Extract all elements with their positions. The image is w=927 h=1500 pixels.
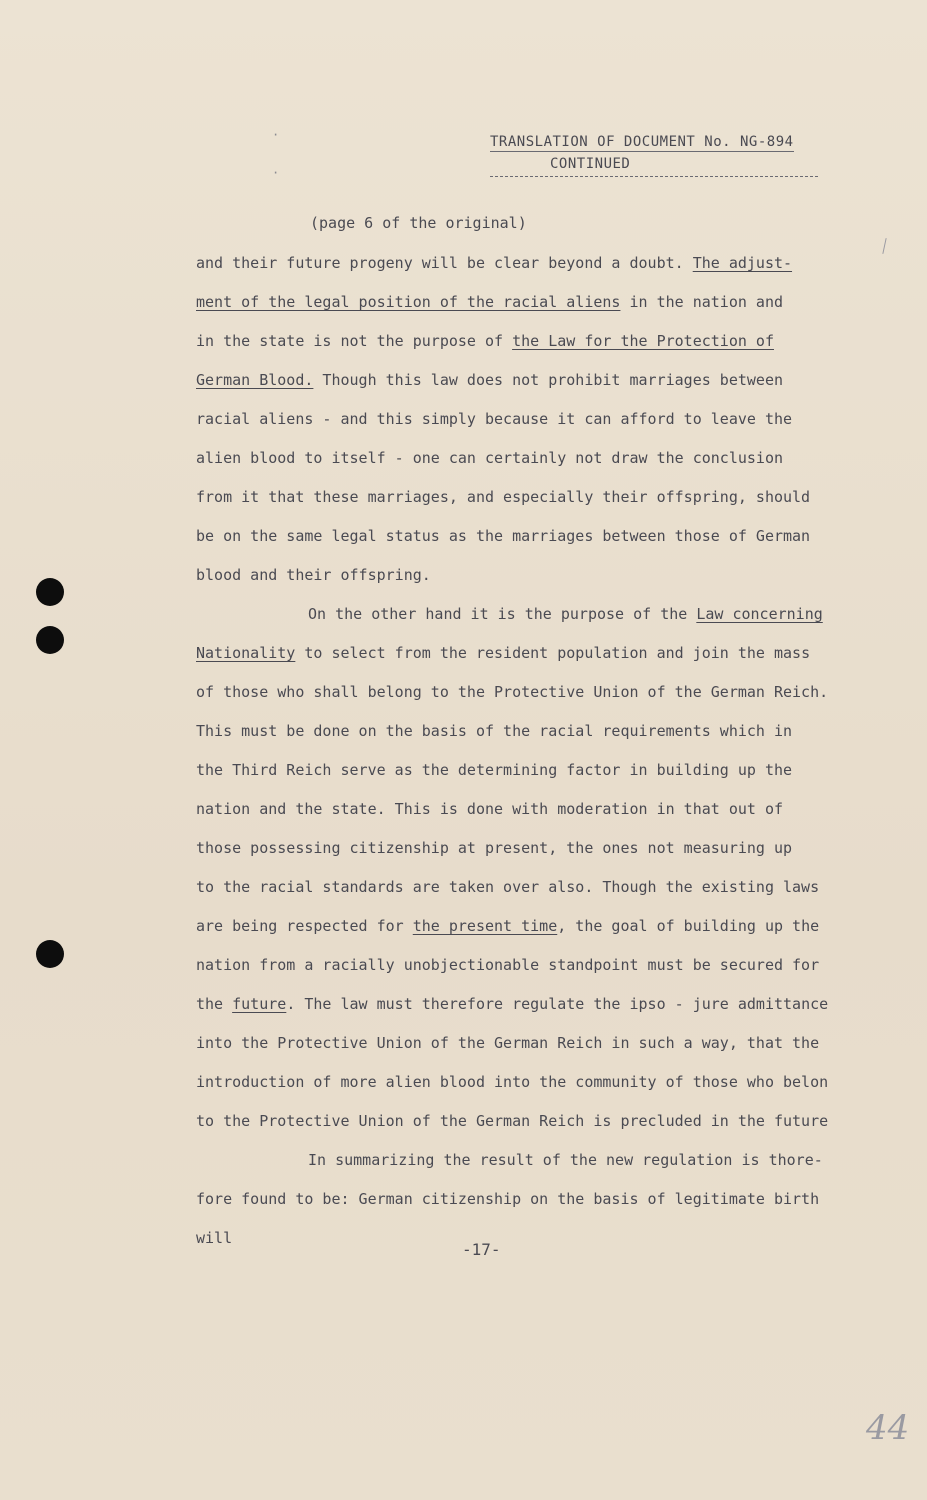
text-line bbox=[196, 517, 876, 556]
page-note: (page 6 of the original) bbox=[310, 214, 527, 232]
text-segment: the Third Reich serve as the determining factor in building up the bbox=[196, 761, 793, 779]
text-segment: racial aliens - and this simply because it can afford to leave the bbox=[196, 410, 793, 428]
underlined-text: German Blood. bbox=[196, 371, 314, 389]
text-segment: On the other hand it is the purpose of the bbox=[308, 605, 697, 623]
document-header bbox=[490, 134, 830, 172]
underlined-text: the present time bbox=[412, 917, 558, 935]
text-segment: to the Protective Union of the German Reich is precluded in the future bbox=[196, 1112, 829, 1130]
text-line bbox=[196, 322, 876, 361]
text-line bbox=[196, 361, 876, 400]
text-segment: in the state is not the purpose of bbox=[196, 332, 513, 350]
underlined-text: Nationality bbox=[196, 644, 296, 662]
text-segment: alien blood to itself - one can certainly not draw the conclusion bbox=[196, 449, 783, 467]
text-line bbox=[196, 1141, 876, 1180]
text-line bbox=[196, 673, 876, 712]
text-line bbox=[196, 439, 876, 478]
text-segment: into the Protective Union of the German Reich in such a way, that the bbox=[196, 1034, 820, 1052]
text-segment: introduction of more alien blood into the community of those who belon bbox=[196, 1073, 829, 1091]
text-segment: to the racial standards are taken over also. Though the existing laws bbox=[196, 878, 820, 896]
text-line bbox=[196, 829, 876, 868]
text-line bbox=[196, 1063, 876, 1102]
text-segment: from it that these marriages, and especially their offspring, should bbox=[196, 488, 811, 506]
text-line bbox=[196, 1024, 876, 1063]
text-line bbox=[196, 868, 876, 907]
text-line bbox=[196, 751, 876, 790]
text-line bbox=[196, 283, 876, 322]
text-line bbox=[196, 946, 876, 985]
text-segment: fore found to be: German citizenship on the basis of legitimate birth bbox=[196, 1190, 820, 1208]
text-segment: to select from the resident population and join the mass bbox=[295, 644, 811, 662]
punch-hole bbox=[36, 626, 64, 654]
text-segment: In summarizing the result of the new regulation is thore- bbox=[308, 1151, 823, 1169]
text-segment: the bbox=[196, 995, 233, 1013]
text-line bbox=[196, 712, 876, 751]
text-line bbox=[196, 556, 876, 595]
text-line bbox=[196, 985, 876, 1024]
handwritten-page-number: 44 bbox=[866, 1408, 910, 1448]
text-segment: Though this law does not prohibit marriages between bbox=[313, 371, 784, 389]
header-title: TRANSLATION OF DOCUMENT No. NG-894 bbox=[490, 134, 794, 150]
text-segment: , the goal of building up the bbox=[557, 917, 820, 935]
stray-mark bbox=[882, 238, 886, 254]
text-line bbox=[196, 478, 876, 517]
text-segment: are being respected for bbox=[196, 917, 413, 935]
text-line bbox=[196, 1219, 876, 1258]
text-segment: of those who shall belong to the Protective Union of the German Reich. bbox=[196, 683, 829, 701]
stray-mark: · bbox=[272, 166, 280, 180]
text-line bbox=[196, 1102, 876, 1141]
document-body bbox=[196, 244, 876, 1258]
header-continued: CONTINUED bbox=[550, 156, 631, 172]
underlined-text: Law concerning bbox=[696, 605, 823, 623]
text-segment: be on the same legal status as the marriages between those of German bbox=[196, 527, 811, 545]
text-segment: . The law must therefore regulate the ipso - jure admittance bbox=[286, 995, 829, 1013]
underlined-text: ment of the legal position of the racial aliens bbox=[196, 293, 621, 311]
stray-mark: · bbox=[272, 128, 280, 142]
text-segment: in the nation and bbox=[620, 293, 784, 311]
text-segment: and their future progeny will be clear beyond a doubt. bbox=[196, 254, 693, 272]
text-line bbox=[196, 244, 876, 283]
header-rule bbox=[490, 176, 818, 177]
underlined-text: The adjust- bbox=[692, 254, 793, 272]
text-line bbox=[196, 595, 876, 634]
text-segment: This must be done on the basis of the racial requirements which in bbox=[196, 722, 793, 740]
text-segment: blood and their offspring. bbox=[196, 566, 431, 584]
text-line bbox=[196, 1180, 876, 1219]
text-segment: will bbox=[196, 1229, 233, 1247]
text-segment: nation from a racially unobjectionable standpoint must be secured for bbox=[196, 956, 820, 974]
page-number: -17- bbox=[462, 1240, 501, 1259]
text-line bbox=[196, 790, 876, 829]
text-line bbox=[196, 400, 876, 439]
text-segment: nation and the state. This is done with moderation in that out of bbox=[196, 800, 783, 818]
underlined-text: the Law for the Protection of bbox=[512, 332, 774, 350]
text-line bbox=[196, 634, 876, 673]
underlined-text: future bbox=[232, 995, 287, 1013]
text-line bbox=[196, 907, 876, 946]
punch-hole bbox=[36, 578, 64, 606]
punch-hole bbox=[36, 940, 64, 968]
text-segment: those possessing citizenship at present, the ones not measuring up bbox=[196, 839, 793, 857]
